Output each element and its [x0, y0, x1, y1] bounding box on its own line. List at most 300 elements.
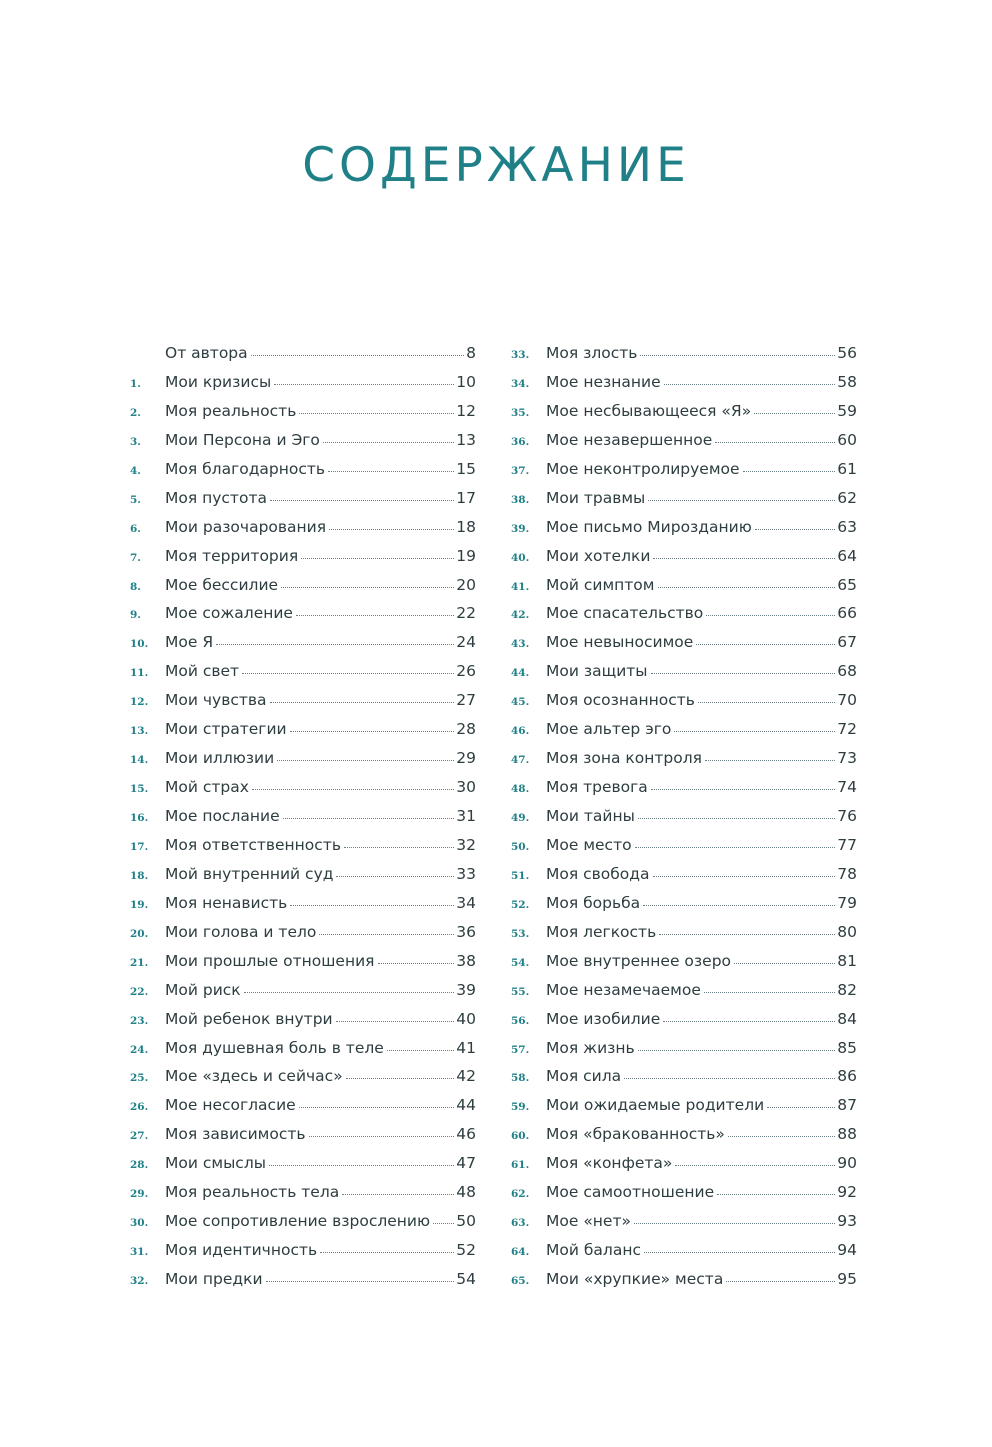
toc-entry-page: 76	[837, 807, 857, 825]
toc-entry-page: 92	[837, 1183, 857, 1202]
toc-entry-number: 19.	[130, 898, 149, 911]
toc-dot-leader	[658, 587, 836, 588]
toc-dot-leader	[299, 413, 454, 414]
toc-entry-number: 11.	[130, 667, 149, 680]
toc-dot-leader	[216, 644, 454, 645]
toc-entry[interactable]	[511, 836, 857, 865]
toc-entry-title: Мое сопротивление взрослению	[165, 1212, 431, 1231]
toc-entry[interactable]	[130, 460, 476, 489]
toc-entry[interactable]	[130, 518, 476, 547]
toc-entry-title: Мой баланс	[546, 1241, 641, 1260]
toc-dot-leader	[387, 1050, 454, 1051]
toc-dot-leader	[342, 1194, 454, 1195]
toc-entry[interactable]	[130, 865, 476, 894]
toc-entry-page: 70	[837, 691, 857, 710]
toc-entry-title: Мое «нет»	[546, 1212, 631, 1231]
toc-dot-leader	[266, 1281, 455, 1282]
toc-entry-number: 30.	[130, 1217, 149, 1230]
toc-entry-number: 27.	[130, 1130, 149, 1143]
toc-dot-leader	[734, 963, 835, 964]
toc-dot-leader	[696, 644, 835, 645]
toc-entry[interactable]	[511, 402, 857, 431]
toc-entry-title: Моя борьба	[546, 893, 641, 912]
toc-entry-number: 13.	[130, 725, 149, 738]
toc-entry-title: Мои тайны	[546, 807, 635, 825]
toc-dot-leader	[320, 1252, 454, 1253]
toc-entry[interactable]	[130, 489, 476, 518]
toc-entry[interactable]	[130, 778, 476, 807]
toc-entry[interactable]	[130, 749, 476, 778]
toc-entry-title: Мой внутренний суд	[165, 864, 334, 883]
toc-entry-number: 54.	[511, 956, 530, 969]
toc-entry-page: 10	[456, 372, 476, 391]
toc-entry[interactable]	[130, 633, 476, 662]
toc-entry-page: 24	[456, 633, 476, 652]
toc-entry-number: 18.	[130, 869, 149, 882]
toc-entry-number: 22.	[130, 985, 149, 998]
toc-entry-number: 57.	[511, 1043, 530, 1056]
toc-dot-leader	[664, 384, 836, 385]
toc-entry-page: 81	[837, 951, 857, 970]
toc-entry-title: Мое несбывающееся «Я»	[546, 401, 752, 420]
toc-entry-title: Мой симптом	[546, 575, 655, 594]
toc-entry-number: 4.	[130, 464, 141, 477]
toc-dot-leader	[644, 1252, 835, 1253]
toc-entry-title: Мое изобилие	[546, 1009, 661, 1028]
toc-entry-title: Мое альтер эго	[546, 720, 672, 739]
toc-entry-number: 37.	[511, 464, 530, 477]
toc-entry[interactable]	[511, 518, 857, 547]
toc-entry-title: Мое неконтролируемое	[546, 459, 740, 478]
toc-entry[interactable]	[130, 373, 476, 402]
toc-entry[interactable]	[511, 576, 857, 605]
toc-entry-number: 35.	[511, 406, 530, 419]
toc-entry-page: 48	[456, 1183, 476, 1202]
toc-entry[interactable]	[511, 894, 857, 923]
toc-entry-title: Мои «хрупкие» места	[546, 1270, 724, 1288]
toc-entry[interactable]	[130, 691, 476, 720]
toc-entry-page: 17	[456, 488, 476, 507]
toc-entry[interactable]	[511, 1212, 857, 1241]
toc-entry-number: 48.	[511, 783, 530, 796]
toc-dot-leader	[659, 934, 835, 935]
toc-entry-page: 50	[456, 1212, 476, 1231]
toc-entry[interactable]	[130, 1154, 476, 1183]
toc-entry-page: 85	[837, 1038, 857, 1057]
toc-dot-leader	[698, 702, 835, 703]
toc-entry[interactable]	[130, 431, 476, 460]
toc-entry-title: Мое «здесь и сейчас»	[165, 1067, 343, 1086]
toc-entry[interactable]	[130, 604, 476, 633]
toc-entry-page: 58	[837, 372, 857, 391]
toc-entry-title: Мое послание	[165, 807, 280, 825]
toc-entry[interactable]	[130, 1270, 476, 1299]
toc-entry-page: 56	[837, 344, 857, 362]
toc-entry[interactable]	[511, 1096, 857, 1125]
toc-dot-leader	[328, 471, 454, 472]
toc-dot-leader	[301, 558, 454, 559]
toc-entry-number: 5.	[130, 493, 141, 506]
toc-entry[interactable]	[511, 1125, 857, 1154]
toc-entry-page: 66	[837, 604, 857, 623]
toc-entry-page: 88	[837, 1125, 857, 1144]
toc-entry-page: 27	[456, 691, 476, 710]
toc-entry-title: Моя злость	[546, 344, 638, 362]
toc-entry-title: Мое незамечаемое	[546, 980, 701, 999]
toc-entry[interactable]	[130, 836, 476, 865]
toc-entry-number: 45.	[511, 696, 530, 709]
toc-dot-leader	[651, 673, 836, 674]
toc-dot-leader	[329, 529, 454, 530]
toc-entry-page: 72	[837, 720, 857, 739]
toc-entry-title: Моя пустота	[165, 488, 267, 507]
toc-entry[interactable]	[130, 1010, 476, 1039]
toc-entry-number: 1.	[130, 377, 141, 390]
toc-entry-number: 65.	[511, 1275, 530, 1287]
toc-dot-leader	[638, 818, 835, 819]
toc-dot-leader	[336, 876, 454, 877]
toc-entry-number: 17.	[130, 840, 149, 853]
toc-entry-number: 40.	[511, 551, 530, 564]
toc-entry-number: 12.	[130, 696, 149, 709]
toc-entry-number: 61.	[511, 1159, 530, 1172]
toc-entry[interactable]	[511, 460, 857, 489]
toc-entry[interactable]	[130, 402, 476, 431]
toc-entry[interactable]	[511, 981, 857, 1010]
toc-dot-leader	[336, 1021, 455, 1022]
toc-entry-page: 59	[837, 401, 857, 420]
toc-entry-title: Моя ненависть	[165, 893, 288, 912]
toc-entry-title: Моя тревога	[546, 778, 648, 797]
toc-entry-page: 36	[456, 922, 476, 941]
toc-entry-title: Моя «конфета»	[546, 1154, 673, 1173]
toc-entry-page: 31	[456, 807, 476, 825]
toc-entry-title: Мое незавершенное	[546, 430, 713, 449]
toc-entry-title: Моя жизнь	[546, 1038, 635, 1057]
toc-dot-leader	[378, 963, 455, 964]
toc-entry[interactable]	[511, 489, 857, 518]
toc-entry-page: 8	[466, 344, 476, 362]
toc-entry-title: Моя реальность	[165, 401, 297, 420]
toc-entry-number: 6.	[130, 522, 141, 535]
toc-entry-page: 61	[837, 459, 857, 478]
toc-entry-title: Мои разочарования	[165, 517, 327, 536]
toc-entry-page: 73	[837, 749, 857, 768]
toc-entry-page: 54	[456, 1270, 476, 1288]
toc-entry[interactable]	[511, 1241, 857, 1270]
toc-entry-page: 15	[456, 459, 476, 478]
toc-entry-number: 3.	[130, 435, 141, 448]
toc-entry[interactable]	[130, 1212, 476, 1241]
toc-entry-page: 38	[456, 951, 476, 970]
toc-dot-leader	[624, 1078, 835, 1079]
toc-entry-page: 40	[456, 1009, 476, 1028]
toc-entry-page: 93	[837, 1212, 857, 1231]
toc-entry-page: 95	[837, 1270, 857, 1288]
toc-entry-page: 41	[456, 1038, 476, 1057]
toc-dot-leader	[296, 615, 454, 616]
toc-dot-leader	[717, 1194, 835, 1195]
toc-entry-number: 33.	[511, 349, 530, 361]
toc-entry[interactable]	[511, 691, 857, 720]
toc-dot-leader	[648, 500, 835, 501]
toc-entry-title: Мои травмы	[546, 488, 646, 507]
toc-entry-title: Мои Персона и Эго	[165, 430, 320, 449]
toc-entry-number: 52.	[511, 898, 530, 911]
toc-entry[interactable]	[130, 923, 476, 952]
toc-entry[interactable]	[511, 1067, 857, 1096]
toc-entry[interactable]	[511, 720, 857, 749]
toc-entry-title: Мои смыслы	[165, 1154, 266, 1173]
toc-entry-page: 39	[456, 980, 476, 999]
toc-dot-leader	[635, 847, 836, 848]
toc-entry[interactable]	[130, 344, 476, 373]
toc-entry-page: 60	[837, 430, 857, 449]
toc-entry-number: 58.	[511, 1072, 530, 1085]
toc-entry[interactable]	[130, 1241, 476, 1270]
toc-entry-title: Мое внутреннее озеро	[546, 951, 732, 970]
toc-entry-page: 52	[456, 1241, 476, 1260]
toc-dot-leader	[309, 1136, 455, 1137]
toc-entry-number: 7.	[130, 551, 141, 564]
toc-entry[interactable]	[511, 1154, 857, 1183]
page-title: СОДЕРЖАНИЕ	[302, 138, 690, 193]
toc-entry-title: Мои голова и тело	[165, 922, 317, 941]
toc-dot-leader	[767, 1107, 835, 1108]
toc-entry-number: 25.	[130, 1072, 149, 1085]
toc-entry-page: 94	[837, 1241, 857, 1260]
toc-dot-leader	[344, 847, 454, 848]
toc-entry-page: 63	[837, 517, 857, 536]
toc-dot-leader	[281, 587, 454, 588]
toc-entry-page: 29	[456, 749, 476, 768]
toc-dot-leader	[290, 731, 455, 732]
toc-entry-number: 9.	[130, 609, 141, 622]
toc-entry-page: 79	[837, 893, 857, 912]
toc-dot-leader	[675, 1165, 835, 1166]
toc-entry-page: 20	[456, 575, 476, 594]
toc-entry-number: 42.	[511, 609, 530, 622]
toc-entry-number: 49.	[511, 812, 530, 824]
toc-entry-page: 42	[456, 1067, 476, 1086]
toc-entry[interactable]	[511, 373, 857, 402]
toc-entry[interactable]	[130, 662, 476, 691]
toc-entry-page: 28	[456, 720, 476, 739]
toc-entry[interactable]	[511, 344, 857, 373]
toc-entry[interactable]	[511, 923, 857, 952]
toc-entry-page: 34	[456, 893, 476, 912]
toc-entry-number: 10.	[130, 638, 149, 651]
toc-entry-page: 86	[837, 1067, 857, 1086]
toc-entry-title: Моя свобода	[546, 864, 650, 883]
toc-entry-number: 34.	[511, 377, 530, 390]
toc-entry[interactable]	[130, 1096, 476, 1125]
toc-entry[interactable]	[511, 662, 857, 691]
toc-entry-number: 53.	[511, 927, 530, 940]
toc-entry-title: Мое несогласие	[165, 1096, 296, 1115]
toc-dot-leader	[643, 905, 835, 906]
toc-entry-title: Мое бессилие	[165, 575, 279, 594]
toc-entry[interactable]	[511, 1039, 857, 1068]
toc-entry[interactable]	[511, 749, 857, 778]
toc-entry[interactable]	[130, 1067, 476, 1096]
toc-entry-number: 63.	[511, 1217, 530, 1230]
toc-dot-leader	[283, 818, 455, 819]
toc-entry-title: Моя реальность тела	[165, 1183, 340, 1202]
toc-dot-leader	[269, 1165, 454, 1166]
toc-entry-title: Мои чувства	[165, 691, 267, 710]
toc-entry-title: Мое незнание	[546, 372, 661, 391]
toc-entry[interactable]	[130, 1183, 476, 1212]
toc-dot-leader	[663, 1021, 835, 1022]
toc-dot-leader	[346, 1078, 455, 1079]
toc-entry[interactable]	[130, 576, 476, 605]
toc-entry-number: 62.	[511, 1188, 530, 1201]
toc-entry-number: 64.	[511, 1246, 530, 1259]
toc-dot-leader	[728, 1136, 835, 1137]
toc-entry-title: Моя сила	[546, 1067, 622, 1086]
toc-entry-number: 47.	[511, 754, 530, 767]
toc-entry[interactable]	[511, 1270, 857, 1299]
toc-entry[interactable]	[130, 807, 476, 836]
toc-entry-title: Моя благодарность	[165, 459, 326, 478]
toc-entry-number: 44.	[511, 667, 530, 680]
toc-entry[interactable]	[511, 807, 857, 836]
toc-entry-page: 26	[456, 662, 476, 681]
toc-entry-title: Мое сожаление	[165, 604, 293, 623]
toc-dot-leader	[323, 442, 454, 443]
toc-dot-leader	[638, 1050, 836, 1051]
toc-entry[interactable]	[511, 633, 857, 662]
toc-entry-number: 56.	[511, 1014, 530, 1027]
toc-entry-number: 14.	[130, 754, 149, 767]
toc-entry-title: Мое место	[546, 835, 632, 854]
toc-entry-number: 2.	[130, 406, 141, 419]
toc-entry-title: Мой ребенок внутри	[165, 1009, 333, 1028]
toc-entry[interactable]	[511, 547, 857, 576]
toc-entry[interactable]	[130, 981, 476, 1010]
toc-entry-page: 44	[456, 1096, 476, 1115]
toc-entry-page: 30	[456, 778, 476, 797]
toc-entry-title: Мои хотелки	[546, 546, 651, 565]
toc-entry-title: Мои стратегии	[165, 720, 287, 739]
toc-dot-leader	[653, 876, 836, 877]
toc-entry-title: Моя территория	[165, 546, 299, 565]
toc-entry-page: 67	[837, 633, 857, 652]
toc-entry-number: 55.	[511, 985, 530, 998]
toc-entry-page: 68	[837, 662, 857, 681]
toc-entry-page: 18	[456, 517, 476, 536]
toc-entry-number: 60.	[511, 1130, 530, 1143]
toc-entry-title: От автора	[165, 344, 248, 362]
toc-entry[interactable]	[130, 894, 476, 923]
toc-column-right	[511, 344, 857, 1299]
toc-entry-title: Моя душевная боль в теле	[165, 1038, 384, 1057]
toc-entry-page: 82	[837, 980, 857, 999]
toc-entry-page: 64	[837, 546, 857, 565]
toc-entry-number: 29.	[130, 1188, 149, 1201]
toc-entry-page: 19	[456, 546, 476, 565]
toc-entry-number: 21.	[130, 956, 149, 969]
toc-entry[interactable]	[130, 952, 476, 981]
toc-entry-page: 32	[456, 835, 476, 854]
toc-dot-leader	[270, 702, 455, 703]
toc-entry-page: 65	[837, 575, 857, 594]
toc-dot-leader	[433, 1223, 454, 1224]
toc-entry[interactable]	[130, 720, 476, 749]
toc-entry[interactable]	[511, 865, 857, 894]
toc-dot-leader	[754, 413, 835, 414]
toc-entry-page: 78	[837, 864, 857, 883]
toc-entry-number: 32.	[130, 1275, 149, 1287]
toc-entry-number: 31.	[130, 1246, 149, 1259]
toc-dot-leader	[726, 1281, 835, 1282]
toc-dot-leader	[274, 384, 454, 385]
toc-entry-title: Мои ожидаемые родители	[546, 1096, 765, 1115]
toc-entry-title: Мой свет	[165, 662, 240, 681]
toc-entry-title: Мое спасательство	[546, 604, 704, 623]
toc-entry-number: 39.	[511, 522, 530, 535]
toc-dot-leader	[640, 355, 835, 356]
toc-entry-number: 41.	[511, 580, 530, 593]
toc-entry-page: 12	[456, 401, 476, 420]
toc-dot-leader	[244, 992, 455, 993]
toc-entry-title: Моя зависимость	[165, 1125, 306, 1144]
toc-entry-number: 16.	[130, 812, 149, 824]
toc-entry-title: Мое невыносимое	[546, 633, 694, 652]
toc-entry[interactable]	[511, 778, 857, 807]
toc-entry-page: 46	[456, 1125, 476, 1144]
toc-entry-page: 77	[837, 835, 857, 854]
toc-entry-number: 43.	[511, 638, 530, 651]
toc-entry-number: 28.	[130, 1159, 149, 1172]
toc-entry[interactable]	[511, 952, 857, 981]
toc-entry[interactable]	[130, 1125, 476, 1154]
toc-entry-page: 87	[837, 1096, 857, 1115]
toc-entry-number: 59.	[511, 1101, 530, 1114]
toc-dot-leader	[704, 992, 835, 993]
toc-entry-number: 23.	[130, 1014, 149, 1027]
toc-entry-title: Мое письмо Мирозданию	[546, 517, 752, 536]
toc-dot-leader	[319, 934, 454, 935]
toc-entry-number: 50.	[511, 840, 530, 853]
toc-entry-page: 22	[456, 604, 476, 623]
toc-entry-page: 13	[456, 430, 476, 449]
toc-entry[interactable]	[130, 547, 476, 576]
toc-entry-title: Мои иллюзии	[165, 749, 275, 768]
toc-entry-title: Мой страх	[165, 778, 249, 797]
toc-dot-leader	[290, 905, 454, 906]
toc-entry-page: 47	[456, 1154, 476, 1173]
toc-dot-leader	[653, 558, 835, 559]
toc-entry[interactable]	[130, 1039, 476, 1068]
toc-dot-leader	[270, 500, 454, 501]
toc-dot-leader	[674, 731, 835, 732]
toc-entry-page: 80	[837, 922, 857, 941]
toc-dot-leader	[743, 471, 836, 472]
toc-entry-title: Моя ответственность	[165, 835, 341, 854]
toc-dot-leader	[705, 760, 835, 761]
toc-entry-number: 36.	[511, 435, 530, 448]
toc-entry-number: 8.	[130, 580, 141, 593]
toc-entry-title: Мое Я	[165, 633, 214, 652]
toc-entry[interactable]	[511, 1010, 857, 1039]
toc-entry[interactable]	[511, 431, 857, 460]
toc-entry[interactable]	[511, 1183, 857, 1212]
toc-column-left	[130, 344, 476, 1299]
toc-entry[interactable]	[511, 604, 857, 633]
toc-entry-title: Мои кризисы	[165, 372, 272, 391]
